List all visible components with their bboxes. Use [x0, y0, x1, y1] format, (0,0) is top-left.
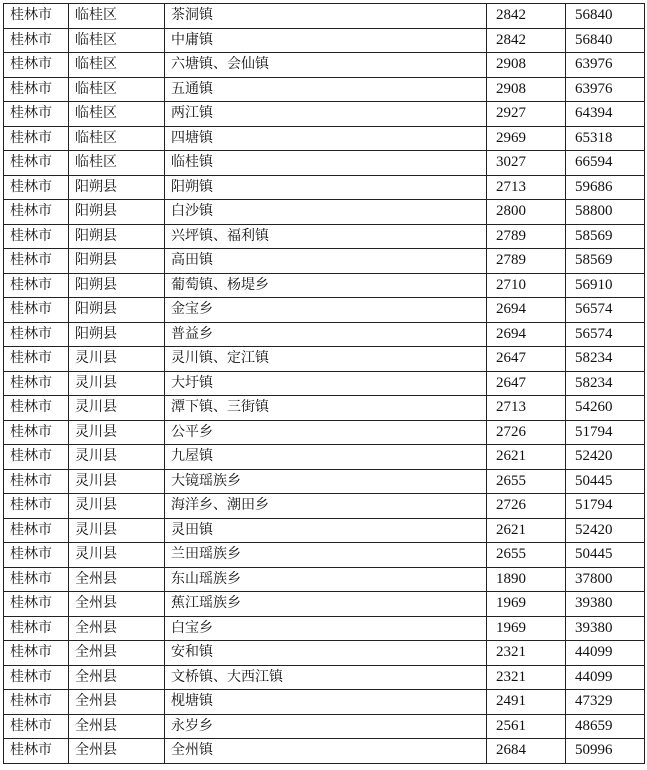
towns-cell: 阳朔镇: [165, 175, 487, 200]
district-cell: 灵川县: [69, 371, 165, 396]
district-cell: 阳朔县: [69, 322, 165, 347]
district-cell: 灵川县: [69, 518, 165, 543]
value-1-cell: 2908: [487, 77, 566, 102]
city-cell: 桂林市: [4, 665, 69, 690]
value-2-cell: 48659: [566, 714, 645, 739]
value-2-cell: 58234: [566, 371, 645, 396]
towns-cell: 枧塘镇: [165, 690, 487, 715]
city-cell: 桂林市: [4, 4, 69, 29]
table-body: [4, 4, 645, 764]
table-row: [4, 469, 645, 494]
district-cell: 阳朔县: [69, 273, 165, 298]
value-1-cell: 2621: [487, 518, 566, 543]
district-cell: 全州县: [69, 690, 165, 715]
towns-cell: 茶洞镇: [165, 4, 487, 29]
value-1-cell: 2621: [487, 445, 566, 470]
value-1-cell: 2726: [487, 494, 566, 519]
city-cell: 桂林市: [4, 273, 69, 298]
value-2-cell: 58569: [566, 224, 645, 249]
table-row: [4, 543, 645, 568]
towns-cell: 文桥镇、大西江镇: [165, 665, 487, 690]
data-table: [3, 3, 645, 764]
towns-cell: 公平乡: [165, 420, 487, 445]
table-row: [4, 665, 645, 690]
district-cell: 临桂区: [69, 77, 165, 102]
value-2-cell: 44099: [566, 665, 645, 690]
district-cell: 全州县: [69, 592, 165, 617]
table-row: [4, 739, 645, 764]
table-row: [4, 641, 645, 666]
district-cell: 阳朔县: [69, 224, 165, 249]
district-cell: 全州县: [69, 616, 165, 641]
district-cell: 阳朔县: [69, 298, 165, 323]
district-cell: 灵川县: [69, 347, 165, 372]
towns-cell: 兴坪镇、福利镇: [165, 224, 487, 249]
value-2-cell: 58234: [566, 347, 645, 372]
value-1-cell: 2789: [487, 249, 566, 274]
district-cell: 临桂区: [69, 53, 165, 78]
city-cell: 桂林市: [4, 714, 69, 739]
city-cell: 桂林市: [4, 518, 69, 543]
city-cell: 桂林市: [4, 396, 69, 421]
value-2-cell: 58569: [566, 249, 645, 274]
value-2-cell: 47329: [566, 690, 645, 715]
value-2-cell: 56574: [566, 298, 645, 323]
towns-cell: 普益乡: [165, 322, 487, 347]
district-cell: 临桂区: [69, 4, 165, 29]
towns-cell: 六塘镇、会仙镇: [165, 53, 487, 78]
towns-cell: 全州镇: [165, 739, 487, 764]
district-cell: 灵川县: [69, 445, 165, 470]
towns-cell: 葡萄镇、杨堤乡: [165, 273, 487, 298]
table-row: [4, 420, 645, 445]
towns-cell: 临桂镇: [165, 151, 487, 176]
value-1-cell: 2684: [487, 739, 566, 764]
city-cell: 桂林市: [4, 224, 69, 249]
district-cell: 灵川县: [69, 396, 165, 421]
district-cell: 临桂区: [69, 102, 165, 127]
table-row: [4, 494, 645, 519]
city-cell: 桂林市: [4, 739, 69, 764]
towns-cell: 安和镇: [165, 641, 487, 666]
towns-cell: 两江镇: [165, 102, 487, 127]
value-1-cell: 1890: [487, 567, 566, 592]
district-cell: 全州县: [69, 641, 165, 666]
towns-cell: 兰田瑶族乡: [165, 543, 487, 568]
value-2-cell: 56840: [566, 4, 645, 29]
city-cell: 桂林市: [4, 543, 69, 568]
district-cell: 灵川县: [69, 494, 165, 519]
district-cell: 临桂区: [69, 126, 165, 151]
value-2-cell: 54260: [566, 396, 645, 421]
city-cell: 桂林市: [4, 445, 69, 470]
table-row: [4, 616, 645, 641]
table-row: [4, 347, 645, 372]
city-cell: 桂林市: [4, 249, 69, 274]
value-1-cell: 2694: [487, 298, 566, 323]
city-cell: 桂林市: [4, 102, 69, 127]
towns-cell: 灵田镇: [165, 518, 487, 543]
district-cell: 灵川县: [69, 543, 165, 568]
towns-cell: 永岁乡: [165, 714, 487, 739]
towns-cell: 海洋乡、潮田乡: [165, 494, 487, 519]
district-cell: 全州县: [69, 714, 165, 739]
value-1-cell: 2655: [487, 469, 566, 494]
value-2-cell: 58800: [566, 200, 645, 225]
city-cell: 桂林市: [4, 592, 69, 617]
city-cell: 桂林市: [4, 469, 69, 494]
district-cell: 临桂区: [69, 28, 165, 53]
towns-cell: 白宝乡: [165, 616, 487, 641]
value-1-cell: 2321: [487, 641, 566, 666]
table-row: [4, 396, 645, 421]
table-row: [4, 151, 645, 176]
table-row: [4, 518, 645, 543]
district-cell: 全州县: [69, 739, 165, 764]
value-2-cell: 51794: [566, 420, 645, 445]
value-2-cell: 56574: [566, 322, 645, 347]
value-1-cell: 1969: [487, 592, 566, 617]
city-cell: 桂林市: [4, 175, 69, 200]
value-2-cell: 59686: [566, 175, 645, 200]
district-cell: 阳朔县: [69, 249, 165, 274]
district-cell: 临桂区: [69, 151, 165, 176]
value-2-cell: 51794: [566, 494, 645, 519]
table-row: [4, 690, 645, 715]
value-1-cell: 2726: [487, 420, 566, 445]
city-cell: 桂林市: [4, 151, 69, 176]
towns-cell: 大圩镇: [165, 371, 487, 396]
table-row: [4, 298, 645, 323]
table-row: [4, 102, 645, 127]
city-cell: 桂林市: [4, 371, 69, 396]
table-row: [4, 273, 645, 298]
city-cell: 桂林市: [4, 641, 69, 666]
city-cell: 桂林市: [4, 616, 69, 641]
value-1-cell: 2321: [487, 665, 566, 690]
table-row: [4, 77, 645, 102]
city-cell: 桂林市: [4, 298, 69, 323]
value-1-cell: 2927: [487, 102, 566, 127]
value-1-cell: 2713: [487, 396, 566, 421]
table-row: [4, 28, 645, 53]
value-2-cell: 56840: [566, 28, 645, 53]
towns-cell: 潭下镇、三街镇: [165, 396, 487, 421]
towns-cell: 四塘镇: [165, 126, 487, 151]
table-row: [4, 175, 645, 200]
value-2-cell: 63976: [566, 53, 645, 78]
district-cell: 全州县: [69, 665, 165, 690]
value-1-cell: 2491: [487, 690, 566, 715]
table-row: [4, 200, 645, 225]
towns-cell: 高田镇: [165, 249, 487, 274]
towns-cell: 灵川镇、定江镇: [165, 347, 487, 372]
value-1-cell: 2789: [487, 224, 566, 249]
city-cell: 桂林市: [4, 322, 69, 347]
value-1-cell: 2561: [487, 714, 566, 739]
towns-cell: 中庸镇: [165, 28, 487, 53]
city-cell: 桂林市: [4, 494, 69, 519]
district-cell: 全州县: [69, 567, 165, 592]
value-1-cell: 2647: [487, 347, 566, 372]
value-2-cell: 39380: [566, 616, 645, 641]
city-cell: 桂林市: [4, 420, 69, 445]
towns-cell: 东山瑶族乡: [165, 567, 487, 592]
value-2-cell: 66594: [566, 151, 645, 176]
city-cell: 桂林市: [4, 347, 69, 372]
table-row: [4, 445, 645, 470]
value-1-cell: 2842: [487, 28, 566, 53]
value-2-cell: 44099: [566, 641, 645, 666]
table-row: [4, 4, 645, 29]
value-1-cell: 2842: [487, 4, 566, 29]
district-cell: 灵川县: [69, 469, 165, 494]
value-1-cell: 2694: [487, 322, 566, 347]
table-row: [4, 567, 645, 592]
city-cell: 桂林市: [4, 126, 69, 151]
value-1-cell: 2969: [487, 126, 566, 151]
city-cell: 桂林市: [4, 28, 69, 53]
value-2-cell: 65318: [566, 126, 645, 151]
towns-cell: 金宝乡: [165, 298, 487, 323]
towns-cell: 白沙镇: [165, 200, 487, 225]
value-1-cell: 2800: [487, 200, 566, 225]
district-cell: 阳朔县: [69, 175, 165, 200]
table-row: [4, 714, 645, 739]
table-row: [4, 322, 645, 347]
city-cell: 桂林市: [4, 77, 69, 102]
value-2-cell: 52420: [566, 518, 645, 543]
value-2-cell: 50445: [566, 543, 645, 568]
towns-cell: 九屋镇: [165, 445, 487, 470]
table-row: [4, 249, 645, 274]
table-row: [4, 53, 645, 78]
value-2-cell: 56910: [566, 273, 645, 298]
value-2-cell: 50445: [566, 469, 645, 494]
value-1-cell: 2647: [487, 371, 566, 396]
table-row: [4, 592, 645, 617]
city-cell: 桂林市: [4, 200, 69, 225]
value-2-cell: 37800: [566, 567, 645, 592]
value-1-cell: 1969: [487, 616, 566, 641]
towns-cell: 蕉江瑶族乡: [165, 592, 487, 617]
value-1-cell: 2710: [487, 273, 566, 298]
district-cell: 灵川县: [69, 420, 165, 445]
table-row: [4, 371, 645, 396]
value-2-cell: 39380: [566, 592, 645, 617]
value-2-cell: 52420: [566, 445, 645, 470]
value-2-cell: 64394: [566, 102, 645, 127]
value-1-cell: 3027: [487, 151, 566, 176]
towns-cell: 五通镇: [165, 77, 487, 102]
city-cell: 桂林市: [4, 567, 69, 592]
value-1-cell: 2713: [487, 175, 566, 200]
district-cell: 阳朔县: [69, 200, 165, 225]
value-2-cell: 63976: [566, 77, 645, 102]
value-2-cell: 50996: [566, 739, 645, 764]
towns-cell: 大镜瑶族乡: [165, 469, 487, 494]
table-row: [4, 126, 645, 151]
value-1-cell: 2655: [487, 543, 566, 568]
value-1-cell: 2908: [487, 53, 566, 78]
city-cell: 桂林市: [4, 690, 69, 715]
city-cell: 桂林市: [4, 53, 69, 78]
table-row: [4, 224, 645, 249]
